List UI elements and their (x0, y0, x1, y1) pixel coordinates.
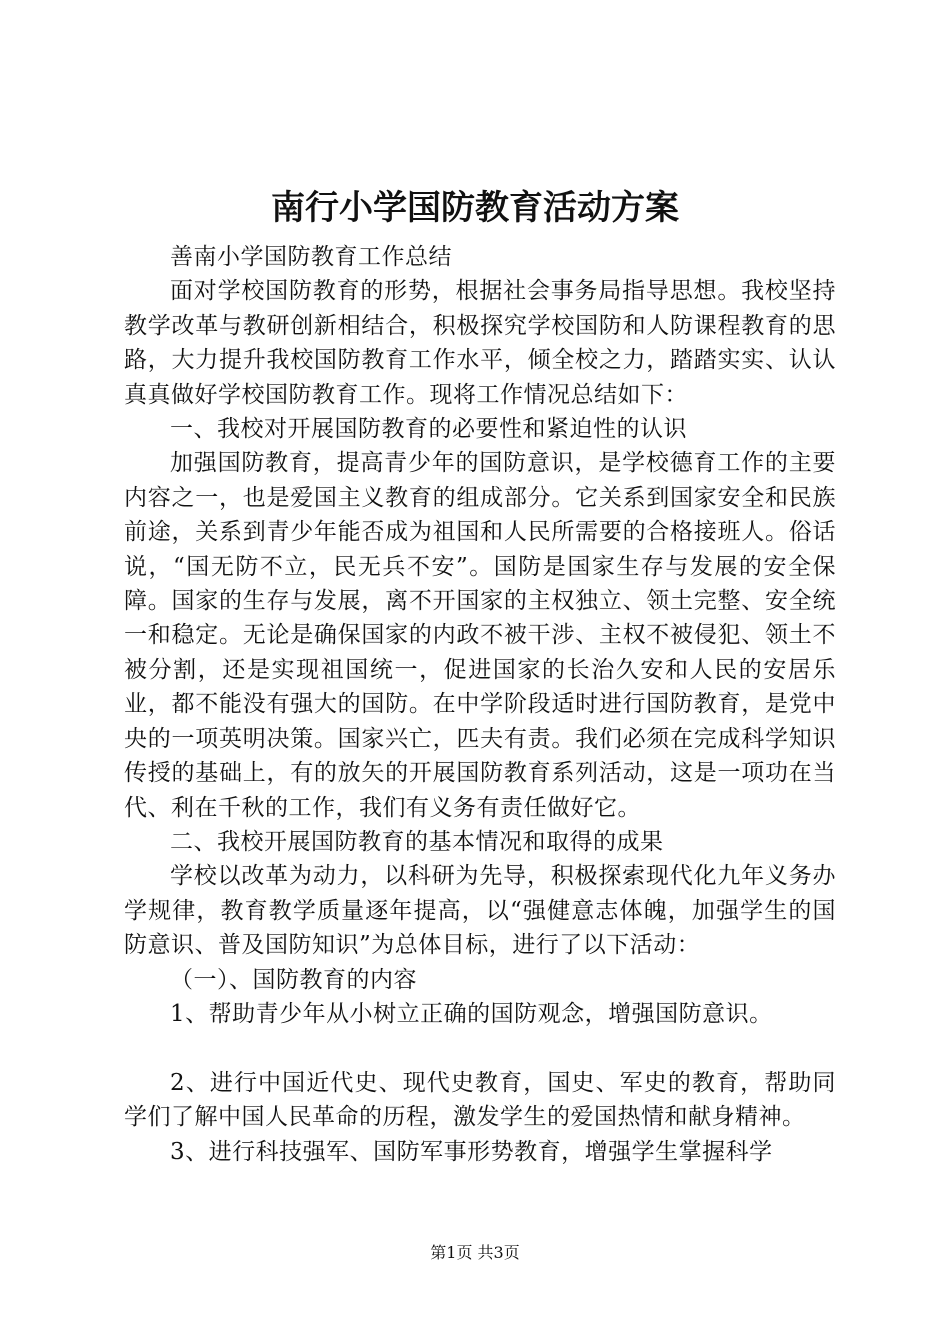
blank-line (124, 1031, 836, 1065)
section-heading-1: 一、我校对开展国防教育的必要性和紧迫性的认识 (170, 416, 687, 443)
list-item-2: 2、进行中国近代史、现代史教育，国史、军史的教育，帮助同学们了解中国人民革命的历程，激发学生的爱国热情和献身精神。 (124, 1069, 836, 1131)
list-item-3: 3、进行科技强军、国防军事形势教育，增强学生掌握科学 (170, 1138, 773, 1165)
section-1-paragraph: 加强国防教育，提高青少年的国防意识，是学校德育工作的主要内容之一，也是爱国主义教育的组成部分。它关系到国家安全和民族前途，关系到青少年能否成为祖国和人民所需要的合格接班人。俗话说，“国无防不立，民无兵不安”。国防是国家生存与发展的安全保障。国家的生存与发展，离不开国家的主权独立、领土完整、安全统一和稳定。无论是确保国家的内政不被干涉、主权不被侵犯、领土不被分割，还是实现祖国统一，促进国家的长治久安和人民的安居乐业，都不能没有强大的国防。在中学阶段适时进行国防教育，是党中央的一项英明决策。国家兴亡，匹夫有责。我们必须在完成科学知识传授的基础上，有的放矢的开展国防教育系列活动，这是一项功在当代、利在千秋的工作，我们有义务有责任做好它。 (124, 450, 836, 821)
document-body (124, 240, 836, 1169)
intro-paragraph: 面对学校国防教育的形势，根据社会事务局指导思想。我校坚持教学改革与教研创新相结合，积极探究学校国防和人防课程教育的思路，大力提升我校国防教育工作水平，倾全校之力，踏踏实实、认认真真做好学校国防教育工作。现将工作情况总结如下： (124, 278, 836, 408)
document-title: 南行小学国防教育活动方案 (271, 188, 679, 228)
subsection-heading-1: （一）、国防教育的内容 (170, 966, 417, 993)
section-2-paragraph: 学校以改革为动力，以科研为先导，积极探索现代化九年义务办学规律，教育教学质量逐年提高，以“强健意志体魄，加强学生的国防意识、普及国防知识”为总体目标，进行了以下活动： (124, 863, 836, 959)
list-item-1: 1、帮助青少年从小树立正确的国防观念，增强国防意识。 (170, 1000, 773, 1027)
page-number-footer: 第1页 共3页 (430, 1243, 520, 1262)
subtitle-paragraph: 善南小学国防教育工作总结 (170, 244, 452, 270)
section-heading-2: 二、我校开展国防教育的基本情况和取得的成果 (170, 828, 664, 855)
